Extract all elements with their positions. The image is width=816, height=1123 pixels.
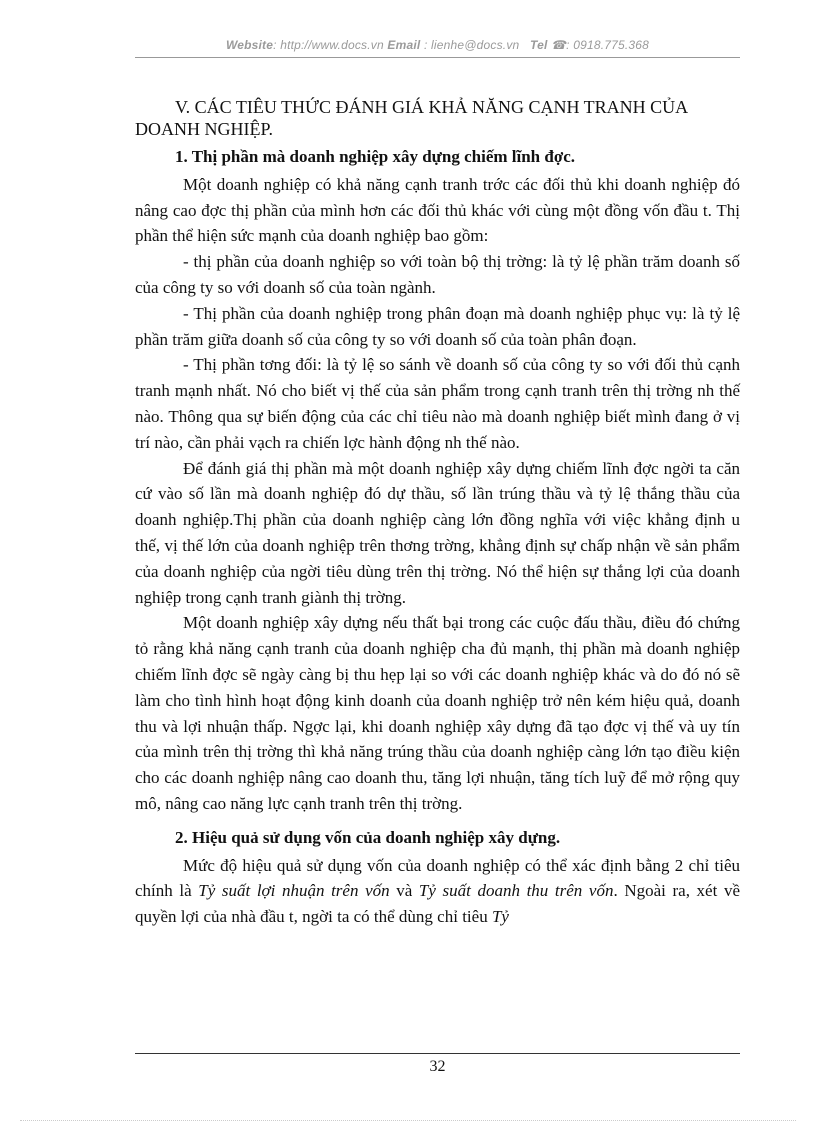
subsection-heading-1: 1. Thị phần mà doanh nghiệp xây dựng chiếm lĩnh đợc.	[175, 147, 576, 166]
page-number: 32	[429, 1058, 446, 1075]
paragraph: Để đánh giá thị phần mà một doanh nghiệp xây dựng chiếm lĩnh đợc ngời ta căn cứ vào số lần mà doanh nghiệp đó dự thầu, số lần trúng thầu và tỷ lệ thắng thầu của doanh nghiệp.Thị phần của doanh nghiệp càng lớn đồng nghĩa với việc khẳng định u thế, vị thế lớn của doanh nghiệp trên thơng trờng, khẳng định sự chấp nhận về sản phẩm của doanh nghiệp của ngời tiêu dùng trên thị trờng. Nó thể hiện sự thắng lợi của doanh nghiệp trong cạnh tranh giành thị trờng.	[135, 458, 740, 607]
text-run: Mức độ hiệu quả sử dụng vốn của doanh nghiệp có thể xác định bằng 2 chỉ tiêu chính là	[135, 855, 740, 901]
tel-label: Tel	[530, 38, 548, 52]
italic-term: Tỷ suất doanh thu trên vốn	[418, 881, 614, 901]
text-run: và	[389, 881, 419, 901]
paragraph: - Thị phần của doanh nghiệp trong phân đoạn mà doanh nghiệp phục vụ: là tỷ lệ phần trăm giữa doanh số của công ty so với doanh số của toàn phân đoạn.	[135, 303, 740, 349]
text-run: . Ngoài ra, xét về quyền lợi của nhà đầu t, ngời ta có thể dùng chỉ tiêu	[135, 881, 740, 927]
section-title: V. CÁC TIÊU THỨC ĐÁNH GIÁ KHẢ NĂNG CẠNH TRANH CỦA DOANH NGHIỆP.	[135, 97, 688, 139]
page-header	[135, 38, 740, 52]
email-label: Email	[387, 38, 421, 52]
tel-value: ☎: 0918.775.368	[547, 38, 650, 52]
website-value: : http://www.docs.vn	[273, 38, 384, 52]
page-bottom-border	[20, 1120, 796, 1121]
page-content	[135, 96, 740, 930]
italic-term: Tỷ suất lợi nhuận trên vốn	[198, 881, 390, 901]
italic-term: Tỷ	[491, 907, 509, 927]
paragraph: - thị phần của doanh nghiệp so với toàn bộ thị trờng: là tỷ lệ phần trăm doanh số của công ty so với doanh số của toàn ngành.	[135, 252, 740, 297]
email-value: : lienhe@docs.vn	[420, 38, 520, 52]
paragraph: - Thị phần tơng đối: là tỷ lệ so sánh về doanh số của công ty so với đối thủ cạnh tranh mạnh nhất. Nó cho biết vị thế của sản phẩm trong cạnh tranh trên thị trờng nh thế nào. Thông qua sự biến động của các chỉ tiêu nào mà doanh nghiệp biết mình đang ở vị trí nào, cần phải vạch ra chiến lợc hành động nh thế nào.	[135, 355, 740, 452]
header-rule	[135, 57, 740, 58]
subsection-heading-2: 2. Hiệu quả sử dụng vốn của doanh nghiệp xây dựng.	[175, 827, 561, 847]
website-label: Website	[225, 38, 274, 52]
paragraph: Một doanh nghiệp xây dựng nếu thất bại trong các cuộc đấu thầu, điều đó chứng tỏ rằng khả năng cạnh tranh của doanh nghiệp cha đủ mạnh, thị phần mà doanh nghiệp chiếm lĩnh đợc sẽ ngày càng bị thu hẹp lại so với các doanh nghiệp khác và do đó nó sẽ làm cho tình hình hoạt động kinh doanh của doanh nghiệp trở nên kém hiệu quả, doanh thu và lợi nhuận thấp. Ngợc lại, khi doanh nghiệp xây dựng đã tạo đợc vị thế và uy tín của mình trên thị trờng thì khả năng trúng thầu của doanh nghiệp càng lớn tạo điều kiện cho các doanh nghiệp nâng cao doanh thu, tăng lợi nhuận, tăng tích luỹ để mở rộng quy mô, nâng cao năng lực cạnh tranh trên thị trờng.	[135, 613, 740, 813]
paragraph: Một doanh nghiệp có khả năng cạnh tranh trớc các đối thủ khi doanh nghiệp đó nâng cao đợc thị phần của mình hơn các đối thủ khác với cùng một đồng vốn đầu t. Thị phần thể hiện sức mạnh của doanh nghiệp bao gồm:	[135, 174, 740, 246]
paragraph	[135, 853, 740, 930]
footer-rule	[135, 1053, 740, 1054]
